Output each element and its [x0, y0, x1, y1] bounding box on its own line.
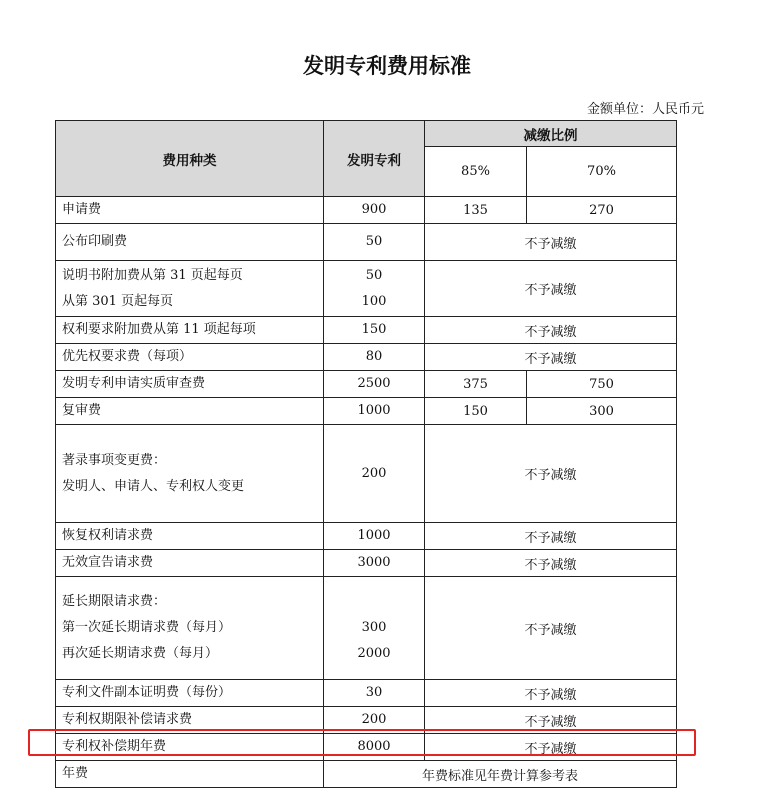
no-reduction-cell: 不予减缴 — [425, 224, 677, 261]
fee-name-text: 从第 301 页起每页 — [62, 293, 174, 309]
fee-name-text: 专利文件副本证明费（每份） — [62, 685, 232, 700]
fee-name-text: 恢复权利请求费 — [62, 528, 154, 543]
fee-name-cell — [56, 680, 324, 707]
fee-name-cell — [56, 317, 324, 344]
no-reduction-cell: 不予减缴 — [425, 680, 677, 707]
fee-amount-text: 2500 — [357, 376, 391, 391]
fee-name-text: 专利权补偿期年费 — [62, 739, 167, 754]
fee-amount-text: 200 — [361, 465, 387, 481]
fee-name-text: 专利权期限补偿请求费 — [62, 712, 193, 727]
no-reduction-cell: 不予减缴 — [425, 523, 677, 550]
table-row — [56, 550, 677, 577]
fee-name-text: 第一次延长期请求费（每月） — [62, 620, 232, 635]
fee-amount-cell — [324, 550, 425, 577]
header-70-percent: 70% — [527, 147, 677, 197]
fee-name-cell — [56, 371, 324, 398]
reduction-85-cell: 135 — [425, 197, 527, 224]
highlight-annotation-box — [28, 729, 696, 756]
no-reduction-cell: 不予减缴 — [425, 344, 677, 371]
reduction-85-cell: 375 — [425, 371, 527, 398]
fee-name-text: 著录事项变更费： — [62, 452, 167, 468]
fee-name-text: 无效宣告请求费 — [62, 555, 154, 570]
fee-amount-cell — [324, 224, 425, 261]
header-85-percent: 85% — [425, 147, 527, 197]
fee-table-body — [56, 197, 677, 788]
fee-name-text: 优先权要求费（每项） — [62, 349, 193, 364]
fee-name-cell — [56, 261, 324, 317]
fee-name-cell — [56, 398, 324, 425]
table-row — [56, 761, 677, 788]
reduction-70-cell: 750 — [527, 371, 677, 398]
no-reduction-cell: 不予减缴 — [425, 317, 677, 344]
fee-amount-cell — [324, 344, 425, 371]
fee-amount-text: 300 — [361, 620, 387, 635]
fee-amount-cell — [324, 577, 425, 680]
fee-amount-text: 50 — [365, 234, 383, 249]
fee-table — [55, 120, 677, 788]
fee-amount-text: 2000 — [357, 646, 391, 661]
fee-name-text: 申请费 — [62, 202, 102, 217]
fee-name-cell — [56, 224, 324, 261]
fee-name-cell — [56, 577, 324, 680]
fee-name-text: 发明人、申请人、专利权人变更 — [62, 478, 245, 494]
fee-name-cell — [56, 197, 324, 224]
fee-amount-text: 80 — [365, 349, 383, 364]
fee-amount-cell — [324, 371, 425, 398]
table-row — [56, 317, 677, 344]
table-row — [56, 523, 677, 550]
fee-name-text: 再次延长期请求费（每月） — [62, 646, 219, 661]
no-reduction-cell: 不予减缴 — [425, 261, 677, 317]
table-row — [56, 224, 677, 261]
fee-name-cell — [56, 344, 324, 371]
no-reduction-cell: 不予减缴 — [425, 550, 677, 577]
no-reduction-cell: 不予减缴 — [425, 707, 677, 734]
currency-unit-note: 金额单位：人民币元 — [586, 102, 704, 117]
fee-amount-cell — [324, 317, 425, 344]
page-title: 发明专利费用标准 — [303, 54, 471, 78]
fee-name-cell — [56, 523, 324, 550]
fee-name-text: 公布印刷费 — [62, 234, 128, 249]
fee-amount-cell — [324, 261, 425, 317]
fee-amount-text: 1000 — [357, 403, 391, 418]
fee-name-cell — [56, 550, 324, 577]
table-row — [56, 197, 677, 224]
header-reduction-ratio: 减缴比例 — [425, 121, 677, 147]
fee-amount-text: 900 — [361, 202, 387, 217]
table-row — [56, 371, 677, 398]
table-row — [56, 680, 677, 707]
reduction-85-cell: 150 — [425, 398, 527, 425]
fee-amount-cell — [324, 523, 425, 550]
fee-amount-cell — [324, 398, 425, 425]
fee-amount-text: 200 — [361, 712, 387, 727]
fee-amount-cell — [324, 680, 425, 707]
fee-name-cell — [56, 761, 324, 788]
fee-amount-text: 50 — [365, 267, 383, 283]
fee-name-text: 说明书附加费从第 31 页起每页 — [62, 267, 243, 283]
table-row — [56, 261, 677, 317]
fee-amount-text: 8000 — [357, 739, 391, 754]
fee-name-text: 复审费 — [62, 403, 102, 418]
fee-amount-cell — [324, 425, 425, 523]
merged-note-cell: 年费标准见年费计算参考表 — [324, 761, 677, 788]
header-invention-patent: 发明专利 — [324, 121, 425, 197]
no-reduction-cell: 不予减缴 — [425, 577, 677, 680]
amount-spacer — [330, 589, 418, 615]
fee-name-text: 延长期限请求费： — [62, 594, 167, 609]
fee-amount-cell — [324, 197, 425, 224]
fee-amount-text: 100 — [361, 293, 387, 309]
no-reduction-cell: 不予减缴 — [425, 734, 677, 761]
table-row — [56, 344, 677, 371]
fee-name-text: 权利要求附加费从第 11 项起每项 — [62, 322, 256, 337]
reduction-70-cell: 300 — [527, 398, 677, 425]
fee-amount-text: 150 — [361, 322, 387, 337]
fee-amount-text: 1000 — [357, 528, 391, 543]
header-fee-type: 费用种类 — [56, 121, 324, 197]
table-row — [56, 425, 677, 523]
no-reduction-cell: 不予减缴 — [425, 425, 677, 523]
fee-amount-text: 3000 — [357, 555, 391, 570]
fee-name-text: 年费 — [62, 766, 89, 781]
fee-name-cell — [56, 425, 324, 523]
table-row — [56, 398, 677, 425]
fee-amount-text: 30 — [365, 685, 383, 700]
reduction-70-cell: 270 — [527, 197, 677, 224]
fee-name-text: 发明专利申请实质审查费 — [62, 376, 206, 391]
table-row — [56, 577, 677, 680]
